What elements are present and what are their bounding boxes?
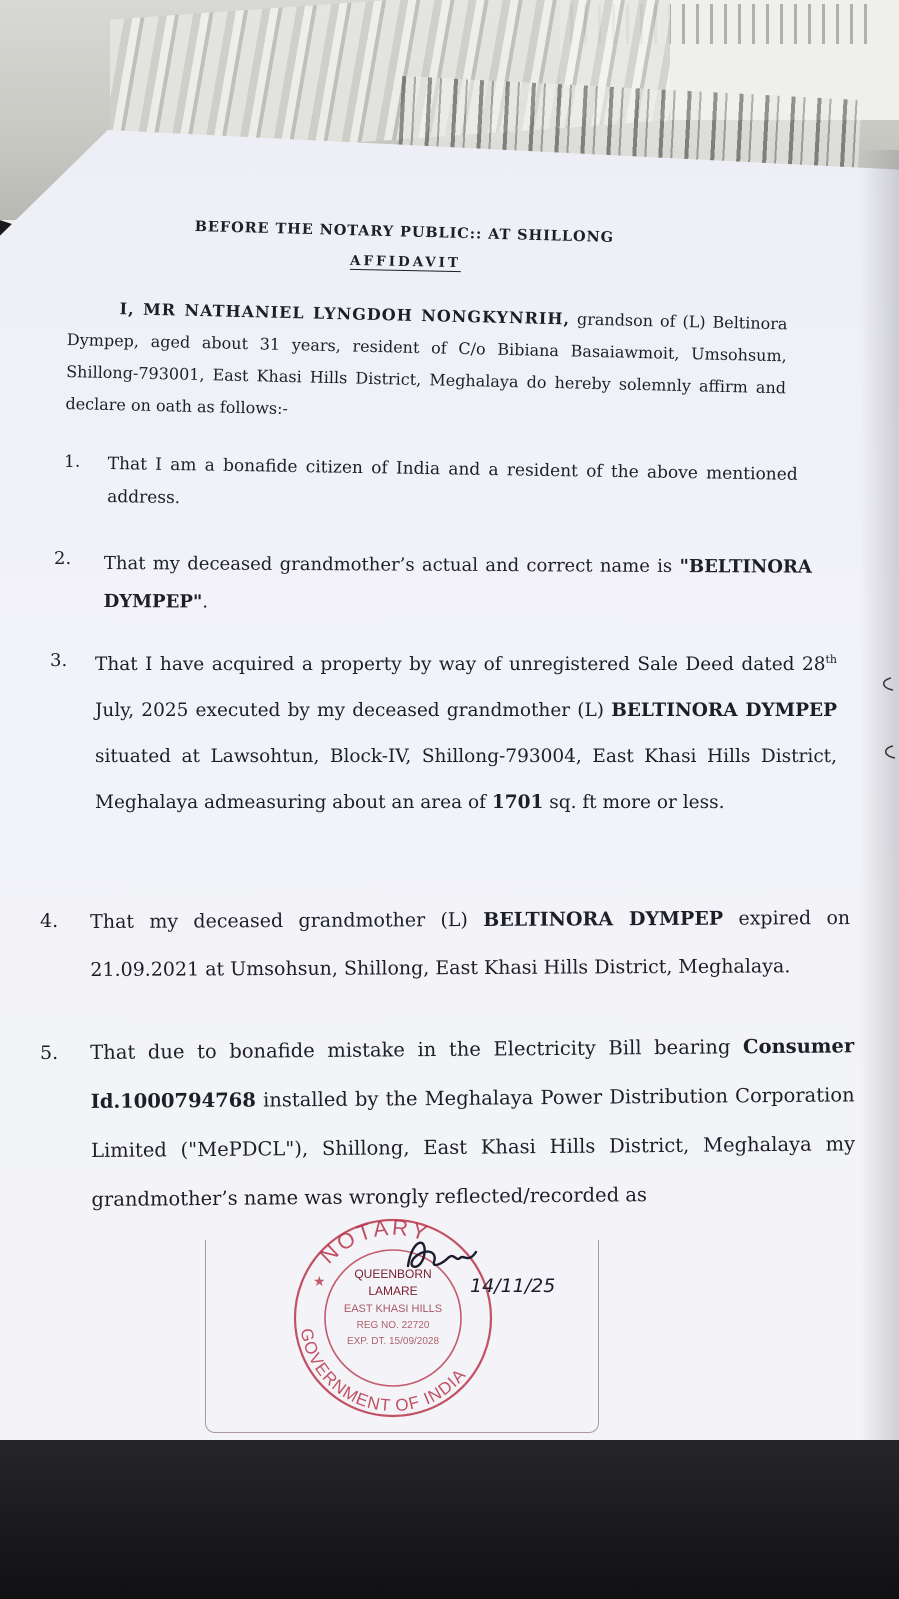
seal-top-arc: NOTARY bbox=[314, 1218, 434, 1269]
paragraph-number-5: 5. bbox=[40, 1042, 59, 1064]
paragraph-5-text-b: installed by the Meghalaya Power Distribution Corporation Limited ("MePDCL"), Shillong, East Khasi Hills District, Meghalaya my grandmother’s name was wrongly reflected/recorded as bbox=[90, 1083, 856, 1211]
paragraph-5-text-a: That due to bonafide mistake in the Electricity Bill bearing bbox=[90, 1035, 744, 1064]
document-heading: BEFORE THE NOTARY PUBLIC:: AT SHILLONG bbox=[194, 218, 615, 246]
notary-signature bbox=[398, 1228, 558, 1298]
seal-name-2: LAMARE bbox=[368, 1284, 418, 1298]
paragraph-3 bbox=[95, 642, 837, 826]
paragraph-2 bbox=[104, 545, 812, 625]
grandmother-name: BELTINORA DYMPEP bbox=[483, 907, 724, 931]
paragraph-number-4: 4. bbox=[40, 910, 59, 932]
paragraph-2-text: That my deceased grandmother’s actual and correct name is bbox=[103, 552, 673, 577]
dark-surface bbox=[0, 1440, 899, 1599]
intro-paragraph bbox=[65, 292, 788, 436]
seal-reg-no: REG NO. 22720 bbox=[356, 1320, 430, 1331]
page-edge-marks bbox=[869, 660, 899, 780]
paragraph-3-text-a: That I have acquired a property by way of unregistered Sale Deed dated 28 bbox=[95, 654, 826, 675]
document-title: AFFIDAVIT bbox=[349, 252, 462, 272]
handwritten-date: 14/11/25 bbox=[470, 1275, 556, 1297]
seal-bottom-arc: GOVERNMENT OF INDIA bbox=[296, 1326, 470, 1416]
paragraph-2-suffix: . bbox=[202, 591, 209, 613]
paragraph-4 bbox=[90, 894, 850, 994]
seal-expiry: EXP. DT. 15/09/2028 bbox=[346, 1336, 440, 1347]
paragraph-5 bbox=[90, 1021, 856, 1224]
deponent-name: I, MR NATHANIEL LYNGDOH NONGKYNRIH, bbox=[119, 299, 571, 329]
paragraph-4-text-b: expired on 21.09.2021 at Umsohsun, Shillong, East Khasi Hills District, Meghalaya. bbox=[90, 907, 851, 981]
paragraph-3-text-d: sq. ft more or less. bbox=[543, 792, 725, 813]
paragraph-number-1: 1. bbox=[64, 452, 81, 472]
paragraph-number-3: 3. bbox=[50, 650, 68, 671]
property-area: 1701 bbox=[491, 792, 544, 813]
date-ordinal: th bbox=[825, 652, 837, 666]
consumer-id: Consumer Id.1000794768 bbox=[90, 1034, 855, 1113]
seal-district: EAST KHASI HILLS bbox=[343, 1303, 443, 1315]
seal-name-1: QUEENBORN bbox=[354, 1267, 432, 1281]
paragraph-4-text-a: That my deceased grandmother (L) bbox=[90, 908, 484, 933]
paragraph-1: That I am a bonafide citizen of India and a resident of the above mentioned address. bbox=[107, 453, 798, 509]
paragraph-number-2: 2. bbox=[54, 548, 72, 569]
seal-star-icon: ★ bbox=[313, 1274, 326, 1290]
paragraph-3-text-b: July, 2025 executed by my deceased grandmother (L) bbox=[95, 700, 612, 721]
intro-text: grandson of (L) Beltinora Dympep, aged about 31 years, resident of C/o Bibiana Basaiawmoit, Umsohsum, Shillong-793001, East Khasi Hills District, Meghalaya do hereby solemnly affirm and declare on oath as follows:- bbox=[65, 309, 788, 419]
correct-name: "BELTINORA DYMPEP" bbox=[103, 556, 812, 613]
grandmother-name: BELTINORA DYMPEP bbox=[611, 700, 837, 721]
paragraph-3-text-c: situated at Lawsohtun, Block-IV, Shillong-793004, East Khasi Hills District, Meghalaya admeasuring about an area of bbox=[95, 746, 837, 813]
